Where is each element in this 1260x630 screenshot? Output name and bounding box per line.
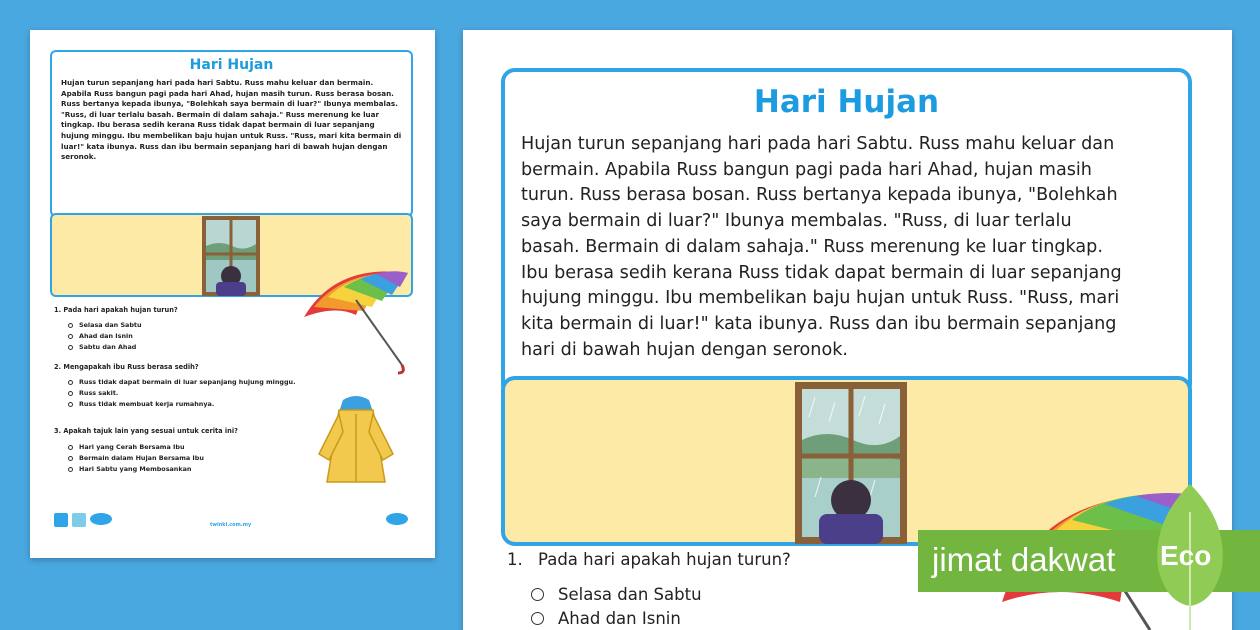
answer-option[interactable] <box>68 454 204 462</box>
question-text: Pada hari apakah hujan turun? <box>63 306 178 314</box>
window-illustration <box>202 216 260 296</box>
option-label: Hari Sabtu yang Membosankan <box>79 465 192 473</box>
radio-icon[interactable] <box>68 456 73 461</box>
answer-option[interactable] <box>68 332 133 340</box>
eco-label: Eco <box>1160 540 1212 571</box>
question-number: 1. <box>54 306 62 314</box>
radio-icon[interactable] <box>531 588 544 601</box>
radio-icon[interactable] <box>68 323 73 328</box>
badge-text: jimat dakwat <box>932 541 1116 578</box>
question-1 <box>507 550 791 569</box>
passage-frame <box>50 50 413 217</box>
radio-icon[interactable] <box>68 345 73 350</box>
option-label: Hari yang Cerah Bersama Ibu <box>79 443 185 451</box>
passage-line: Ibu berasa sedih kerana Russ tidak dapat bermain di luar sepanjang <box>521 262 1122 283</box>
question-number: 3. <box>54 427 62 435</box>
option-label: Selasa dan Sabtu <box>79 321 142 329</box>
answer-option[interactable] <box>68 389 118 397</box>
option-label: Ahad dan Isnin <box>558 609 681 628</box>
passage-line: kita bermain di luar!" kata ibunya. Russ dan ibu bermain sepanjang <box>521 313 1117 334</box>
answer-option[interactable] <box>68 378 296 386</box>
page-title: Hari Hujan <box>753 84 940 120</box>
passage-line: basah. Bermain di dalam sahaja." Russ merenung ke luar tingkap. <box>521 236 1103 257</box>
passage-line: saya bermain di luar?" Ibunya membalas. "Russ, di luar terlalu <box>521 211 1072 232</box>
answer-option[interactable] <box>68 443 185 451</box>
option-label: Sabtu dan Ahad <box>79 343 137 351</box>
passage-line: hari di bawah hujan dengan seronok. <box>521 339 849 360</box>
passage-line: Hujan turun sepanjang hari pada hari Sabtu. Russ mahu keluar dan <box>521 134 1115 154</box>
passage-text <box>521 132 1176 363</box>
radio-icon[interactable] <box>68 445 73 450</box>
answer-option[interactable] <box>68 343 136 351</box>
option-label: Selasa dan Sabtu <box>558 585 702 604</box>
question-3 <box>54 427 238 435</box>
answer-option[interactable] <box>531 609 681 628</box>
question-number: 1. <box>507 550 523 569</box>
worksheet-thumbnail <box>30 30 435 558</box>
radio-icon[interactable] <box>68 402 73 407</box>
radio-icon[interactable] <box>68 334 73 339</box>
option-label: Bermain dalam Hujan Bersama Ibu <box>79 454 204 462</box>
twinkl-logo <box>90 513 112 525</box>
twinkl-logo <box>54 513 68 527</box>
badge-logo <box>72 513 86 527</box>
option-label: Russ tidak membuat kerja rumahnya. <box>79 400 215 408</box>
question-text: Apakah tajuk lain yang sesuai untuk cerita ini? <box>63 427 238 435</box>
raincoat-illustration <box>313 392 399 492</box>
passage-line: hujung minggu. Ibu membelikan baju hujan untuk Russ. "Russ, mari <box>521 288 1120 309</box>
answer-option[interactable] <box>531 585 702 604</box>
passage-frame <box>501 68 1192 398</box>
question-number: 2. <box>54 363 62 371</box>
radio-icon[interactable] <box>68 380 73 385</box>
umbrella-illustration <box>296 255 416 375</box>
radio-icon[interactable] <box>68 467 73 472</box>
answer-option[interactable] <box>68 465 191 473</box>
option-label: Russ tidak dapat bermain di luar sepanjang hujung minggu. <box>79 378 296 386</box>
radio-icon[interactable] <box>68 391 73 396</box>
passage-line: bermain. Apabila Russ bangun pagi pada hari Ahad, hujan masih <box>521 159 1092 180</box>
footer-url: twinkl.com.my <box>210 522 252 528</box>
answer-option[interactable] <box>68 400 214 408</box>
question-text: Pada hari apakah hujan turun? <box>538 550 791 569</box>
passage-text: Hujan turun sepanjang hari pada hari Sabtu. Russ mahu keluar dan bermain. Apabila Russ bangun pagi pada hari Ahad, hujan masih turun. Russ berasa bosan. Russ bertanya kepada ibunya, "Bolehkah saya bermain di luar?" Ibunya membalas. "Russ, di luar terlalu basah. Bermain di dalam sahaja." Russ merenung ke luar tingkap. Ibu berasa sedih kerana Russ tidak dapat bermain di luar sepanjang hujung minggu. Ibu membelikan baju hujan untuk Russ. "Russ, mari kita bermain di luar!" kata ibunya. Russ dan ibu bermain sepanjang hari di bawah hujan dengan seronok. <box>61 78 402 162</box>
answer-option[interactable] <box>68 321 142 329</box>
window-illustration <box>795 382 907 544</box>
option-label: Ahad dan Isnin <box>79 332 133 340</box>
twinkl-logo <box>386 513 408 525</box>
option-label: Russ sakit. <box>79 389 119 397</box>
radio-icon[interactable] <box>531 612 544 625</box>
question-text: Mengapakah ibu Russ berasa sedih? <box>63 363 199 371</box>
passage-line: turun. Russ berasa bosan. Russ bertanya kepada ibunya, "Bolehkah <box>521 185 1118 206</box>
page-title: Hari Hujan <box>189 57 274 73</box>
question-1 <box>54 306 178 314</box>
question-2 <box>54 363 199 371</box>
